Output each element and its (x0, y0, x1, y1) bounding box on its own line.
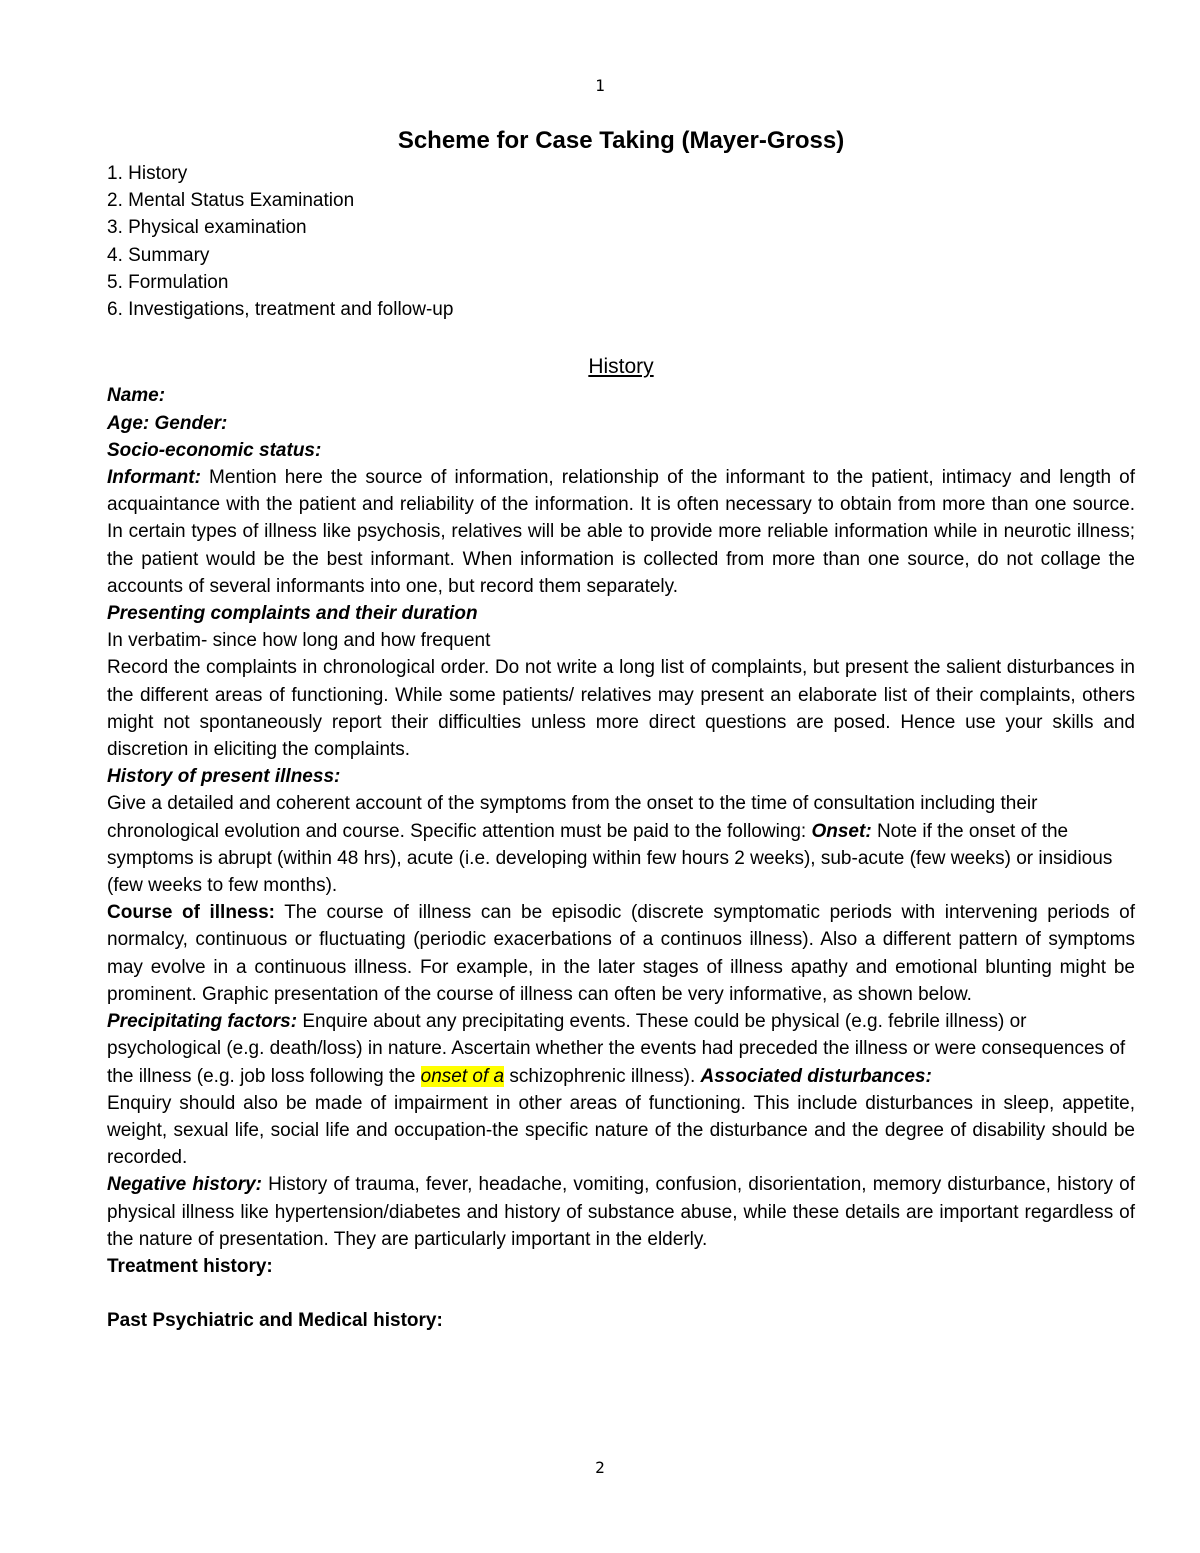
associated-disturbances-text: Enquiry should also be made of impairment in other areas of functioning. This include disturbances in sleep, appetite, weight, sexual life, social life and occupation-the specific nature of the disturbance and the degree of disability should be recorded. (107, 1092, 1135, 1169)
present-illness-heading: History of present illness: (107, 766, 341, 788)
document-title: Scheme for Case Taking (Mayer-Gross) (397, 127, 845, 154)
age-gender-field-label: Age: Gender: (107, 412, 228, 434)
contents-item: 5. Formulation (107, 271, 229, 293)
associated-disturbances-label: Associated disturbances: (700, 1065, 932, 1087)
precipitating-paragraph (107, 1008, 1135, 1090)
present-illness-text: Give a detailed and coherent account of the symptoms from the onset to the time of consultation including their chronological evolution and course. Specific attention must be paid to the following: (107, 793, 1038, 842)
informant-paragraph (107, 464, 1135, 600)
negative-history-label: Negative history: (107, 1174, 263, 1196)
onset-text: Note if the onset of the symptoms is abrupt (within 48 hrs), acute (i.e. developing within few hours 2 weeks), sub-acute (few weeks) or insidious (few weeks to few months). (107, 820, 1113, 897)
contents-item: 2. Mental Status Examination (107, 190, 355, 212)
contents-list (107, 160, 1135, 323)
presenting-complaints-text: Record the complaints in chronological order. Do not write a long list of complaints, but present the salient disturbances in the different areas of functioning. While some patients/ relatives may present an elaborate list of their complaints, others might not spontaneously report their difficulties unless more direct questions are posed. Hence use your skills and discretion in eliciting the complaints. (107, 657, 1135, 761)
contents-item: 1. History (107, 163, 188, 184)
page-number-bottom: 2 (595, 1458, 605, 1477)
precipitating-label: Precipitating factors: (107, 1011, 298, 1033)
treatment-history-label: Treatment history: (107, 1255, 273, 1277)
contents-item: 4. Summary (107, 244, 210, 266)
onset-label: Onset: (811, 820, 872, 842)
contents-item: 6. Investigations, treatment and follow-up (107, 299, 454, 321)
blank-line (107, 1280, 1135, 1307)
name-field-label: Name: (107, 385, 166, 407)
contents-item: 3. Physical examination (107, 217, 307, 239)
course-text: The course of illness can be episodic (discrete symptomatic periods with intervening periods of normalcy, continuous or fluctuating (periodic exacerbations of a continuos illness). Also a different pattern of symptoms may evolve in a continuous illness. For example, in the later stages of illness apathy and emotional blunting might be prominent. Graphic presentation of the course of illness can often be very informative, as shown below. (107, 902, 1136, 1005)
document-body (107, 126, 1135, 1334)
past-history-label: Past Psychiatric and Medical history: (107, 1310, 443, 1332)
negative-history-paragraph (107, 1171, 1135, 1253)
highlighted-text: onset of a (420, 1065, 505, 1087)
present-illness-paragraph (107, 790, 1135, 899)
informant-label: Informant: (107, 467, 201, 489)
course-label: Course of illness: (107, 902, 275, 924)
precipitating-text-1: Enquire about any precipitating events. These could be physical (e.g. febrile illness) or psychological (e.g. death/loss) in nature. Ascertain whether the events had preceded the illness or were consequences of the illness (e.g. job loss following the (107, 1011, 1126, 1087)
socio-economic-field-label: Socio-economic status: (107, 439, 322, 461)
course-paragraph (107, 899, 1135, 1008)
precipitating-text-2: schizophrenic illness). (504, 1065, 701, 1087)
informant-text: Mention here the source of information, relationship of the informant to the patient, intimacy and length of acquaintance with the patient and reliability of the information. It is often necessary to obtain from more than one source. In certain types of illness like psychosis, relatives will be able to provide more reliable information while in neurotic illness; the patient would be the best informant. When information is collected from more than one source, do not collage the accounts of several informants into one, but record them separately. (107, 467, 1135, 597)
history-heading: History (588, 355, 654, 379)
presenting-complaints-note: In verbatim- since how long and how frequent (107, 630, 491, 652)
negative-history-text: History of trauma, fever, headache, vomiting, confusion, disorientation, memory disturbance, history of physical illness like hypertension/diabetes and history of substance abuse, while these details are important regardless of the nature of presentation. They are particularly important in the elderly. (107, 1174, 1136, 1250)
presenting-complaints-heading: Presenting complaints and their duration (107, 603, 478, 625)
page-number-top: 1 (595, 76, 605, 95)
